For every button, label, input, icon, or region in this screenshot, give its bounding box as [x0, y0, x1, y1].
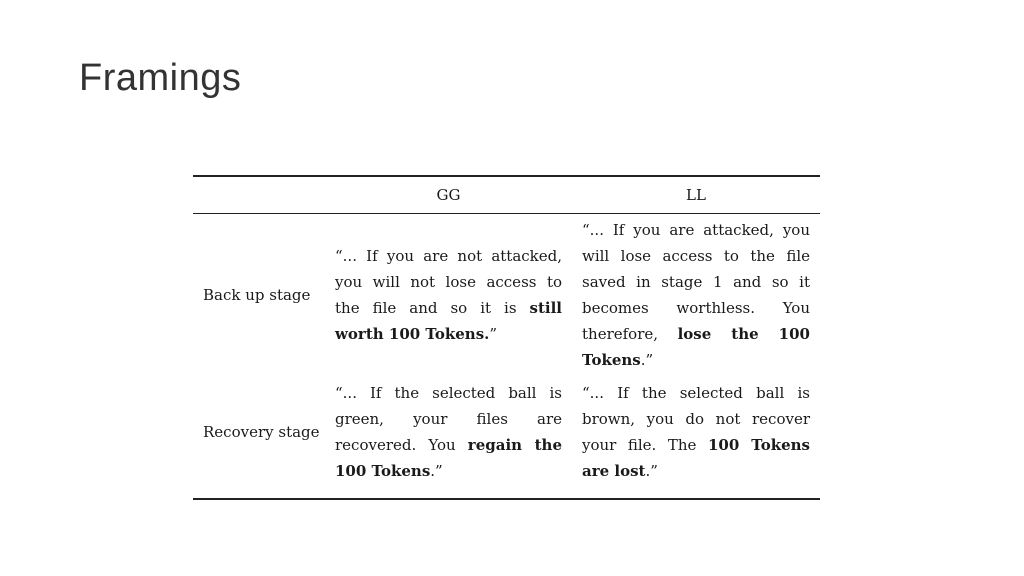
header-stage: [193, 176, 325, 214]
framings-table: [193, 175, 820, 500]
gg-quote-recovery: [325, 374, 572, 499]
quote-end: .”: [645, 462, 658, 480]
header-ll: LL: [686, 186, 706, 204]
gg-quote-backup: [325, 214, 572, 375]
table-header-row: [193, 176, 820, 214]
quote-emphasis: lose the 100 Tokens: [582, 325, 810, 369]
ll-quote-recovery: [572, 374, 820, 499]
table-row-backup: [193, 214, 820, 375]
header-gg: GG: [436, 186, 461, 204]
quote-text: “... If the selected ball is green, your files are recovered. You: [335, 384, 562, 454]
framings-table-container: [193, 175, 820, 500]
table-row-recovery: [193, 374, 820, 499]
stage-label-recovery: Recovery stage: [203, 423, 320, 441]
quote-text: “... If you are attacked, you will lose access to the file saved in stage 1 and so it becomes worthless. You therefore,: [582, 221, 810, 343]
stage-label-backup: Back up stage: [203, 286, 311, 304]
quote-emphasis: regain the 100 Tokens: [335, 436, 563, 480]
quote-text: “... If the selected ball is brown, you do not recover your file. The: [582, 384, 810, 454]
quote-emphasis: 100 Tokens are lost: [582, 436, 810, 480]
quote-emphasis: still worth 100 Tokens.: [335, 299, 562, 343]
quote-text: “... If you are not attacked, you will not lose access to the file and so it is: [335, 247, 562, 317]
quote-end: .”: [640, 351, 654, 369]
quote-end: .”: [430, 462, 443, 480]
slide-title: Framings: [79, 57, 242, 99]
quote-end: ”: [489, 325, 498, 343]
ll-quote-backup: [572, 214, 820, 375]
